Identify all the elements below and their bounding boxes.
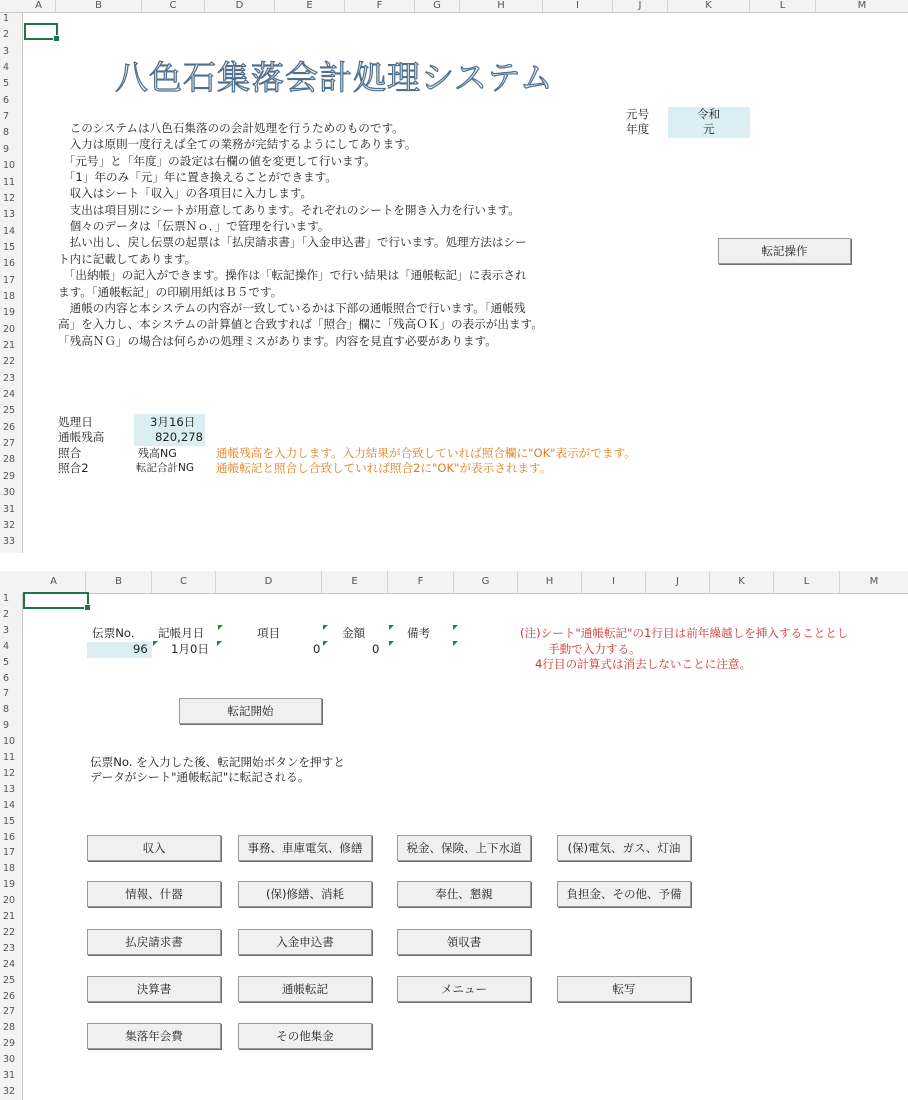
error-indicator: [453, 625, 458, 630]
check2-value: 転記合計NG: [136, 462, 194, 474]
era-label: 元号: [626, 107, 650, 121]
description-line: このシステムは八色石集落のの会計処理を行うためのものです。: [58, 121, 404, 135]
row-header[interactable]: 5: [3, 78, 10, 90]
check-label: 照合: [58, 446, 82, 460]
description-line: 入力は原則一度行えば全ての業務が完結するようにしてあります。: [58, 137, 417, 152]
col-header-d[interactable]: D: [205, 0, 275, 12]
system-title: 八色石集落会計処理システム: [115, 58, 554, 97]
menu-button[interactable]: メニュー: [397, 976, 531, 1002]
col2-header-b[interactable]: B: [86, 571, 152, 593]
office-garage-repair-button[interactable]: 事務、車庫電気、修繕: [238, 835, 372, 861]
col2-header-c[interactable]: C: [152, 571, 216, 593]
header-note: 備考: [407, 626, 431, 640]
description-line: 収入はシート「収入」の各項目に入力します。: [58, 186, 313, 201]
row-header[interactable]: 9: [3, 720, 10, 732]
settlement-button[interactable]: 決算書: [87, 976, 221, 1002]
annual-fee-button[interactable]: 集落年会費: [87, 1023, 221, 1049]
col2-header-d[interactable]: D: [216, 571, 322, 593]
row-header[interactable]: 18: [3, 863, 16, 875]
check2-label: 照合2: [58, 461, 89, 475]
col-header-m[interactable]: M: [857, 0, 867, 11]
col-header-b[interactable]: B: [56, 0, 142, 12]
slip-no-value[interactable]: 96: [133, 642, 148, 656]
row-header[interactable]: 16: [3, 831, 16, 843]
instruction-line-2: データがシート"通帳転記"に転記される。: [90, 770, 310, 784]
col2-header-a[interactable]: A: [22, 571, 86, 593]
row-header[interactable]: 16: [3, 258, 16, 270]
tax-insurance-water-button[interactable]: 税金、保険、上下水道: [397, 835, 531, 861]
error-indicator: [389, 641, 394, 646]
info-fixtures-button[interactable]: 情報、什器: [87, 881, 221, 907]
row-header[interactable]: 33: [3, 536, 16, 548]
row-header[interactable]: 28: [3, 454, 16, 466]
row-header[interactable]: 14: [3, 225, 16, 237]
col2-header-f[interactable]: F: [388, 571, 454, 593]
utilities-button[interactable]: (保)電気、ガス、灯油: [557, 835, 691, 861]
header-amount: 金額: [342, 626, 366, 640]
row-header[interactable]: 20: [3, 895, 16, 907]
column-headers-top: [0, 0, 908, 13]
row-header[interactable]: 26: [3, 990, 16, 1002]
row-header[interactable]: 8: [3, 704, 10, 716]
check2-note: 通帳転記と照合し合致していれば照合2に"OK"が表示されます。: [216, 461, 552, 475]
description-line: 「元号」と「年度」の設定は右欄の値を変更して行います。: [58, 153, 376, 168]
row-header[interactable]: 11: [3, 752, 16, 763]
col-header-j[interactable]: J: [613, 0, 668, 12]
row-header[interactable]: 2: [3, 29, 10, 41]
row-header[interactable]: 22: [3, 926, 16, 938]
row-header[interactable]: 1: [3, 593, 10, 604]
row-header[interactable]: 1: [3, 13, 10, 24]
row-header[interactable]: 24: [3, 958, 16, 970]
row-header[interactable]: 20: [3, 323, 16, 335]
copy-button[interactable]: 転写: [557, 976, 691, 1002]
selected-cell-a1-bottom[interactable]: [23, 592, 89, 609]
col-header-g[interactable]: G: [415, 0, 460, 12]
row-header[interactable]: 15: [3, 241, 16, 253]
income-button[interactable]: 収入: [87, 835, 221, 861]
row-header[interactable]: 32: [3, 1085, 16, 1097]
row-header[interactable]: 29: [3, 470, 16, 482]
col-header-k[interactable]: K: [668, 0, 750, 12]
balance-label: 通帳残高: [58, 430, 105, 444]
header-item: 項目: [257, 626, 281, 640]
row-header[interactable]: 12: [3, 767, 16, 779]
row-header[interactable]: 13: [3, 783, 16, 795]
row-header[interactable]: 31: [3, 503, 16, 515]
date-value: 1月0日: [171, 642, 209, 656]
row-header[interactable]: 25: [3, 405, 16, 417]
row-header[interactable]: 5: [3, 656, 10, 668]
row-header[interactable]: 6: [3, 94, 10, 106]
contribution-other-reserve-button[interactable]: 負担金、その他、予備: [557, 881, 691, 907]
row-header[interactable]: 21: [3, 911, 16, 922]
proc-date-value: 3月16日: [150, 415, 196, 429]
description-line: 「出納帳」の記入ができます。操作は「転記操作」で行い結果は「通帳転記」に表示され: [58, 268, 527, 283]
description-line: 個々のデータは「伝票Ｎｏ．」で管理を行います。: [58, 219, 330, 234]
row-header[interactable]: 11: [3, 176, 16, 188]
description-line: 通帳の内容と本システムの内容が一致しているかは下部の通帳照合で行います。「通帳残: [58, 300, 526, 315]
amount-value: 0: [372, 642, 380, 656]
receipt-button[interactable]: 領収書: [397, 929, 531, 955]
row-header[interactable]: 17: [3, 847, 16, 859]
description-line: ト内に記載してあります。: [58, 251, 197, 266]
row-headers-top: [0, 13, 23, 553]
sheet-separator: [0, 553, 908, 571]
row-header[interactable]: 7: [3, 688, 10, 700]
row-header[interactable]: 23: [3, 942, 16, 954]
row-header[interactable]: 7: [3, 111, 10, 123]
repair-consumables-button[interactable]: (保)修繕、消耗: [238, 881, 372, 907]
selected-cell-a1[interactable]: [24, 23, 58, 40]
row-header[interactable]: 15: [3, 815, 16, 827]
row-header[interactable]: 10: [3, 160, 16, 172]
row-header[interactable]: 30: [3, 487, 16, 499]
passbook-transfer-button[interactable]: 通帳転記: [238, 976, 372, 1002]
col2-header-m[interactable]: M: [869, 576, 879, 587]
instruction-line-1: 伝票No. を入力した後、転記開始ボタンを押すと: [90, 755, 345, 769]
row-header[interactable]: 23: [3, 372, 16, 384]
error-indicator: [217, 641, 222, 646]
row-header[interactable]: 12: [3, 192, 16, 204]
deposit-application-button[interactable]: 入金申込書: [238, 929, 372, 955]
row-header[interactable]: 3: [3, 45, 10, 57]
col-header-l[interactable]: L: [750, 0, 816, 12]
row-header[interactable]: 29: [3, 1038, 16, 1050]
row-header[interactable]: 8: [3, 127, 10, 139]
col2-header-l[interactable]: L: [774, 571, 840, 593]
header-slip-no: 伝票No.: [92, 626, 135, 640]
other-collection-button[interactable]: その他集金: [238, 1023, 372, 1049]
row-header[interactable]: 27: [3, 438, 16, 450]
row-header[interactable]: 25: [3, 974, 16, 986]
error-indicator: [218, 625, 223, 630]
col2-header-g[interactable]: G: [454, 571, 518, 593]
year-value: 元: [703, 122, 715, 136]
description-line: 「残高ＮＧ」の場合は何らかの処理ミスがあります。内容を見直す必要があります。: [58, 333, 497, 348]
row-header[interactable]: 13: [3, 209, 16, 221]
row-header[interactable]: 6: [3, 672, 10, 684]
row-header[interactable]: 30: [3, 1054, 16, 1066]
transfer-operation-button[interactable]: 転記操作: [718, 238, 851, 264]
col-header-h[interactable]: H: [460, 0, 543, 12]
col2-header-h[interactable]: H: [518, 571, 582, 593]
row-headers-bottom: [0, 593, 23, 1100]
row-header[interactable]: 26: [3, 421, 16, 433]
row-header[interactable]: 4: [3, 62, 10, 74]
row-header[interactable]: 21: [3, 340, 16, 351]
row-header[interactable]: 17: [3, 274, 16, 286]
col2-header-k[interactable]: K: [710, 571, 774, 593]
row-header[interactable]: 10: [3, 736, 16, 748]
error-indicator: [389, 625, 394, 630]
row-header[interactable]: 22: [3, 356, 16, 368]
description-line: 「1」年のみ「元」年に置き換えることができます。: [58, 170, 337, 185]
row-header[interactable]: 24: [3, 389, 16, 401]
service-social-button[interactable]: 奉仕、懇親: [397, 881, 531, 907]
header-date: 記帳月日: [158, 626, 205, 640]
col-header-a[interactable]: A: [22, 0, 56, 12]
row-header[interactable]: 3: [3, 624, 10, 636]
description-line: 支出は項目別にシートが用意してあります。それぞれのシートを開き入力を行います。: [58, 202, 520, 217]
col2-header-j[interactable]: J: [646, 571, 710, 593]
withdrawal-request-button[interactable]: 払戻請求書: [87, 929, 221, 955]
error-indicator: [153, 641, 158, 646]
row-header[interactable]: 4: [3, 640, 10, 652]
description-line: 高」を入力し、本システムの計算値と合致すれば「照合」欄に「残高ＯＫ」の表示が出ます。: [58, 317, 543, 332]
note-line-3: 4行目の計算式は消去しないことに注意。: [535, 657, 752, 671]
row-header[interactable]: 2: [3, 608, 10, 620]
description-line: ます。「通帳転記」の印刷用紙はＢ５です。: [58, 284, 283, 299]
proc-date-label: 処理日: [58, 415, 93, 429]
balance-value: 820,278: [155, 430, 203, 444]
sheet-bottom: [0, 571, 908, 1100]
check-note: 通帳残高を入力します。入力結果が合致していれば照合欄に"OK"表示がでます。: [216, 446, 636, 460]
start-transfer-button[interactable]: 転記開始: [179, 698, 322, 724]
item-value: 0: [313, 642, 321, 656]
row-header[interactable]: 19: [3, 307, 16, 319]
col2-header-i[interactable]: I: [582, 571, 646, 593]
description-line: 払い出し、戻し伝票の起票は「払戻請求書」「入金申込書」で行います。処理方法はシー: [58, 235, 527, 250]
note-line-1: (注)シート"通帳転記"の1行目は前年繰越しを挿入することとし: [520, 626, 849, 640]
error-indicator: [453, 641, 458, 646]
row-header[interactable]: 9: [3, 143, 10, 155]
row-header[interactable]: 14: [3, 799, 16, 811]
check-value: 残高NG: [138, 447, 177, 460]
row-header[interactable]: 19: [3, 879, 16, 891]
error-indicator: [323, 625, 328, 630]
error-indicator: [323, 641, 328, 646]
col-header-c[interactable]: C: [142, 0, 205, 12]
col-header-i[interactable]: I: [543, 0, 613, 12]
row-header[interactable]: 31: [3, 1070, 16, 1081]
era-value: 令和: [697, 107, 721, 121]
col-header-e[interactable]: E: [275, 0, 345, 12]
row-header[interactable]: 27: [3, 1006, 16, 1018]
year-label: 年度: [626, 122, 650, 136]
col-header-f[interactable]: F: [345, 0, 415, 12]
row-header[interactable]: 32: [3, 519, 16, 531]
note-line-2: 手動で入力する。: [548, 642, 641, 656]
row-header[interactable]: 18: [3, 290, 16, 302]
row-header[interactable]: 28: [3, 1022, 16, 1034]
col2-header-e[interactable]: E: [322, 571, 388, 593]
column-headers-bottom: [0, 571, 908, 594]
